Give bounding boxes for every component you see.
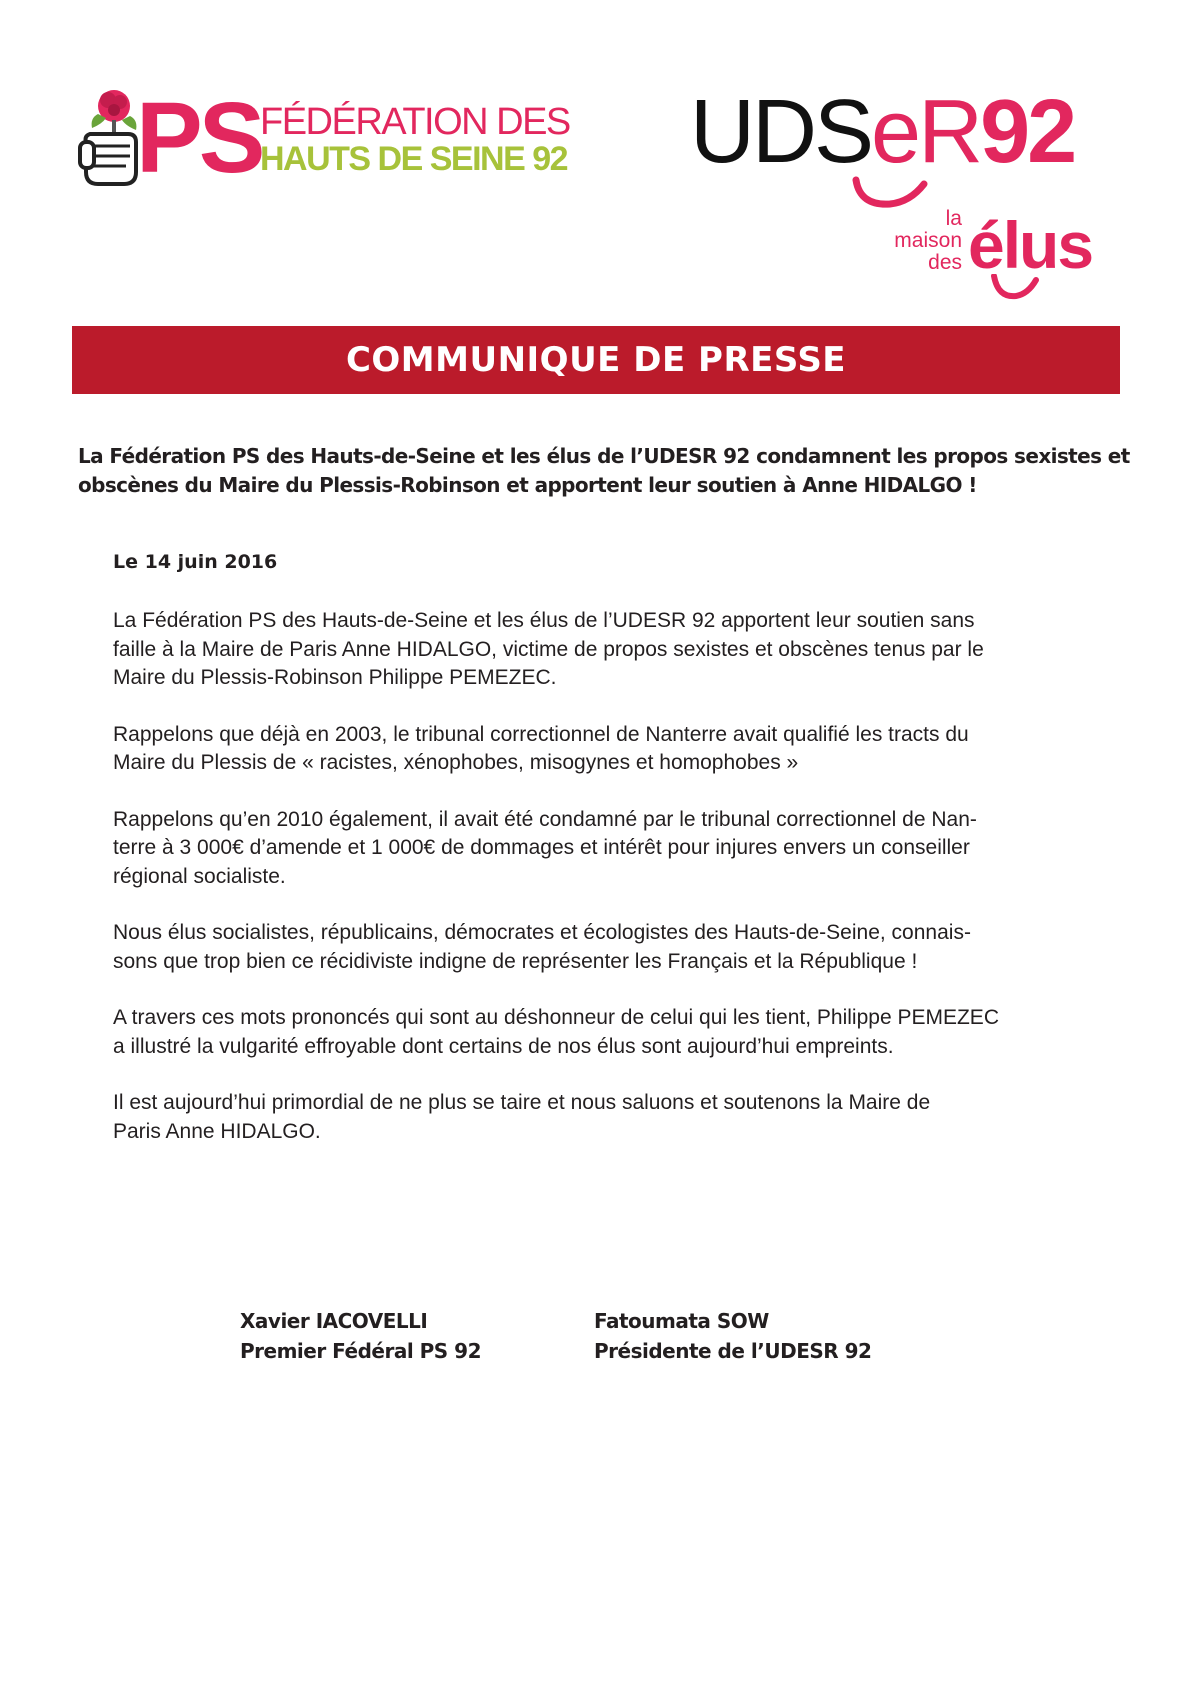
ps-federation-line2: HAUTS DE SEINE 92 <box>260 140 568 178</box>
paragraph-line: Nous élus socialistes, républicains, démocrates et écologistes des Hauts-de-Seine, connais- <box>113 921 971 944</box>
udser-wordmark-er: eR <box>871 82 981 182</box>
paragraph-line: A travers ces mots prononcés qui sont au déshonneur de celui qui les tient, Philippe PEMEZEC <box>113 1006 999 1029</box>
paragraph-line: Il est aujourd’hui primordial de ne plus se taire et nous saluons et soutenons la Maire de <box>113 1091 931 1114</box>
ps-federation-line1: FÉDÉRATION DES <box>260 101 570 143</box>
paragraph-line: Maire du Plessis-Robinson Philippe PEMEZEC. <box>113 666 557 689</box>
press-release-banner <box>72 326 1120 394</box>
ps-letters: PS <box>136 82 262 194</box>
udser-wordmark-number: 92 <box>980 82 1075 182</box>
signature-udesr <box>594 1306 871 1366</box>
release-date: Le 14 juin 2016 <box>113 551 278 573</box>
paragraph-line: Maire du Plessis de « racistes, xénophobes, misogynes et homophobes » <box>113 751 799 774</box>
paragraph-line: Rappelons qu’en 2010 également, il avait été condamné par le tribunal correctionnel de Nan- <box>113 807 977 831</box>
maison-elus: élus <box>968 208 1093 282</box>
maison-maison: maison <box>894 229 962 252</box>
signature-name: Fatoumata SOW <box>594 1309 769 1333</box>
maison-des: des <box>928 251 962 274</box>
paragraph-line: terre à 3 000€ d’amende et 1 000€ de dommages et intérêt pour injures envers un conseiller <box>113 836 970 859</box>
paragraph-line: Paris Anne HIDALGO. <box>113 1119 321 1143</box>
paragraph-line: La Fédération PS des Hauts-de-Seine et les élus de l’UDESR 92 apportent leur soutien sans <box>113 609 975 632</box>
headline-line: La Fédération PS des Hauts-de-Seine et les élus de l’UDESR 92 condamnent les propos sexistes et <box>78 444 1130 468</box>
paragraph <box>113 919 1073 976</box>
ps-federation-logo <box>76 84 606 192</box>
paragraph-line: a illustré la vulgarité effroyable dont certains de nos élus sont aujourd’hui empreints. <box>113 1034 894 1058</box>
paragraph <box>113 607 1073 693</box>
udser-92-logo <box>690 82 1093 304</box>
signature-role: Présidente de l’UDESR 92 <box>594 1339 872 1363</box>
paragraph <box>113 721 1073 778</box>
signature-role: Premier Fédéral PS 92 <box>240 1339 482 1363</box>
paragraph-line: faille à la Maire de Paris Anne HIDALGO, victime de propos sexistes et obscènes tenus par le <box>113 637 984 661</box>
paragraph-line: Rappelons que déjà en 2003, le tribunal correctionnel de Nanterre avait qualifié les tracts du <box>113 722 969 746</box>
headline-line: obscènes du Maire du Plessis-Robinson et apportent leur soutien à Anne HIDALGO ! <box>78 473 977 497</box>
paragraph <box>113 1004 1073 1061</box>
udser-wordmark <box>690 84 1074 180</box>
signature-ps <box>240 1306 481 1366</box>
swoosh-icon <box>990 274 1040 304</box>
paragraph <box>113 1089 1073 1146</box>
headline <box>78 442 1130 500</box>
body-text <box>113 607 1073 1174</box>
signature-name: Xavier IACOVELLI <box>240 1309 428 1333</box>
paragraph-line: sons que trop bien ce récidiviste indigne de représenter les Français et la République ! <box>113 949 918 973</box>
paragraph <box>113 806 1073 892</box>
maison-des-elus-logo <box>870 204 1093 304</box>
udser-wordmark-black: UDS <box>690 82 872 182</box>
banner-title: COMMUNIQUE DE PRESSE <box>345 340 847 380</box>
paragraph-line: régional socialiste. <box>113 864 286 888</box>
maison-la: la <box>945 207 962 230</box>
